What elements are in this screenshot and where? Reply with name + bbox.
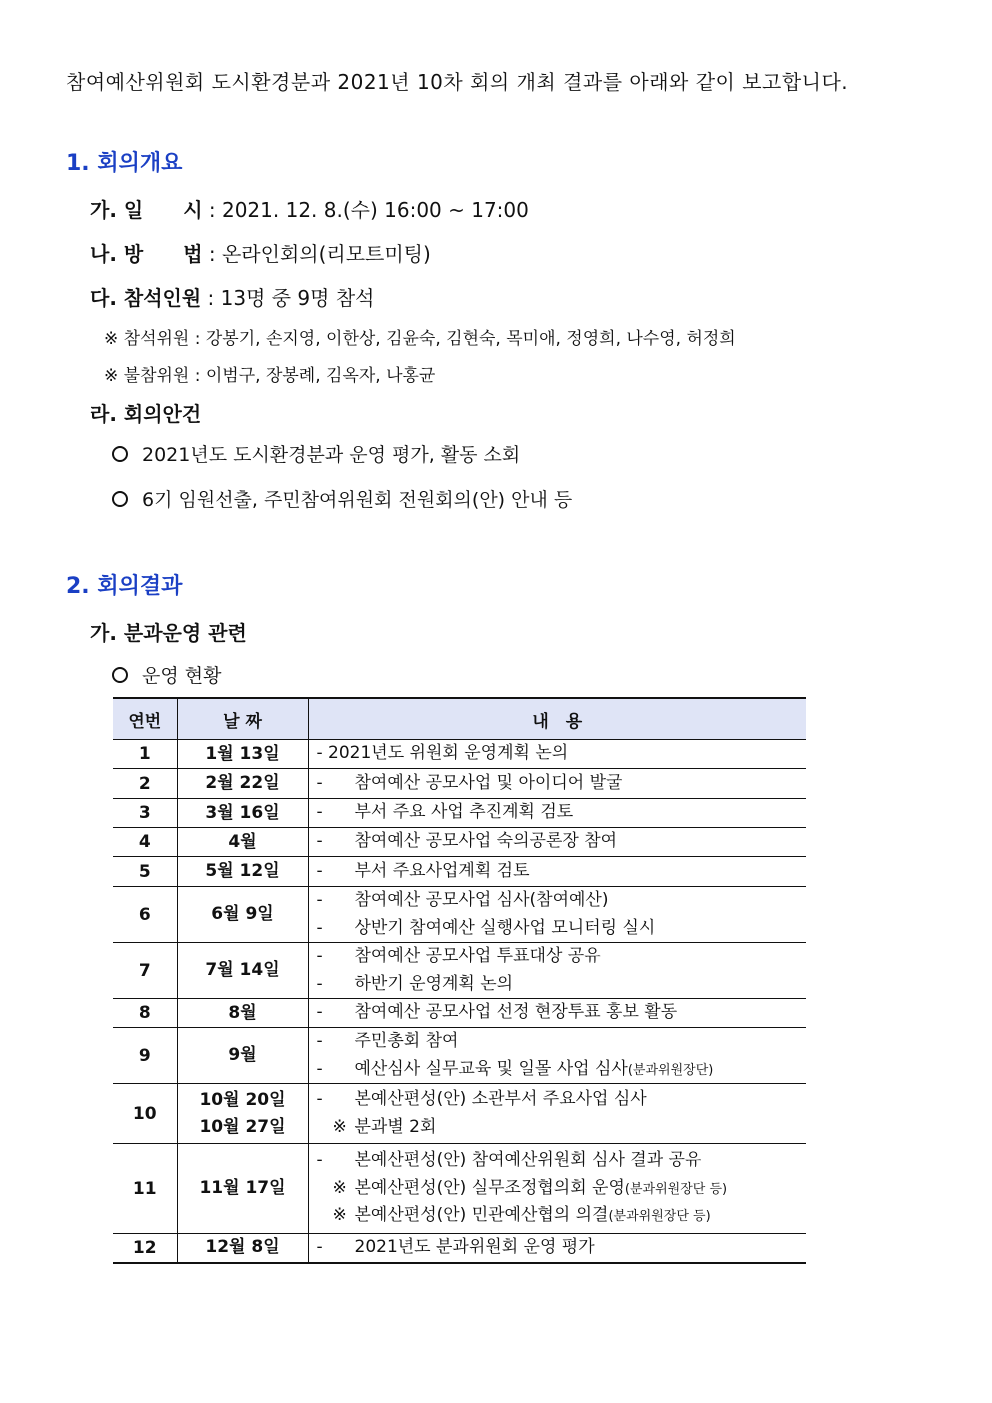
content-line <box>317 799 807 827</box>
row-number: 4 <box>113 828 177 857</box>
date-text: 10월 20일 <box>199 1089 286 1110</box>
row-number: 3 <box>113 799 177 828</box>
content-line <box>317 887 807 915</box>
row-number: 10 <box>113 1084 177 1144</box>
content-suffix: (분과위원장단 등) <box>624 1181 728 1197</box>
row-content <box>308 887 806 943</box>
content-line <box>317 943 807 971</box>
date-text: 8월 <box>228 1002 257 1023</box>
table-row <box>113 943 806 999</box>
reference-mark: ※ <box>332 1116 347 1137</box>
dash-mark: - <box>316 802 323 823</box>
circle-bullet-icon <box>112 667 128 683</box>
dash-mark: - <box>316 772 323 793</box>
content-line <box>317 1175 807 1203</box>
label: 가. 일 시 <box>90 198 203 222</box>
content-line <box>317 828 807 856</box>
content-text: 참여예산 공모사업 투표대상 공유 <box>354 946 601 966</box>
content-text: 참여예산 공모사업 숙의공론장 참여 <box>354 831 618 852</box>
reference-mark: ※ <box>332 1177 347 1198</box>
dash-mark: - <box>316 1031 323 1051</box>
label: 다. 참석인원 <box>90 286 202 310</box>
content-text: 부서 주요 사업 추진계획 검토 <box>354 802 574 823</box>
dash-mark: - <box>316 973 323 994</box>
table-row <box>113 857 806 887</box>
status-bullet <box>112 661 221 688</box>
section2-title: 2. 회의결과 <box>66 574 183 599</box>
operations-table <box>113 697 806 1264</box>
row-content <box>308 943 806 999</box>
row-content <box>308 769 806 799</box>
content-line <box>317 1056 807 1084</box>
date-text: 1월 13일 <box>205 743 280 764</box>
row-content <box>308 999 806 1028</box>
row-content <box>308 828 806 857</box>
content-text: 2021년도 위원회 운영계획 논의 <box>328 743 569 764</box>
row-number: 8 <box>113 999 177 1028</box>
date-text: 7월 14일 <box>205 960 280 980</box>
content-text: 예산심사 실무교육 및 일몰 사업 심사 <box>354 1058 628 1079</box>
content-line <box>317 770 807 798</box>
date-text: 3월 16일 <box>205 802 280 823</box>
dash-mark: - <box>316 831 323 852</box>
table-row <box>113 1028 806 1084</box>
dash-mark: - <box>316 946 323 966</box>
date-text: 12월 8일 <box>205 1237 280 1258</box>
content-line <box>317 1086 807 1114</box>
dash-mark: - <box>316 890 323 910</box>
content-text: 본예산편성(안) 민관예산협의 의결 <box>354 1205 609 1226</box>
intro-text: 참여예산위원회 도시환경분과 2021년 10차 회의 개최 결과를 아래와 같이 보고합니다. <box>66 70 849 94</box>
content-text: 하반기 운영계획 논의 <box>354 973 514 994</box>
row-number: 11 <box>113 1144 177 1234</box>
date-text: 9월 <box>228 1045 257 1065</box>
content-text: 본예산편성(안) 실무조정협의회 운영 <box>354 1177 625 1198</box>
row-date <box>177 857 308 887</box>
agenda-text: 2021년도 도시환경분과 운영 평가, 활동 소회 <box>142 444 521 466</box>
row-number: 12 <box>113 1234 177 1263</box>
dash-mark: - <box>316 1002 323 1023</box>
header-content: 내 용 <box>308 698 806 740</box>
overview-date <box>90 194 529 223</box>
row-content <box>308 1084 806 1144</box>
content-line <box>317 1234 807 1262</box>
content-line <box>317 1028 807 1056</box>
row-content <box>308 1144 806 1234</box>
dash-mark: - <box>316 1237 323 1257</box>
date-text: 5월 12일 <box>205 861 280 881</box>
dash-mark: - <box>316 1058 323 1079</box>
row-date <box>177 943 308 999</box>
row-number: 5 <box>113 857 177 887</box>
content-text: 분과별 2회 <box>354 1116 437 1137</box>
row-number: 6 <box>113 887 177 943</box>
circle-bullet-icon <box>112 491 128 507</box>
content-line <box>317 1114 807 1142</box>
content-text: 본예산편성(안) 참여예산위원회 심사 결과 공유 <box>354 1150 702 1171</box>
table-row <box>113 1234 806 1263</box>
row-date <box>177 1234 308 1263</box>
table-row <box>113 1144 806 1234</box>
row-date <box>177 887 308 943</box>
overview-attendance <box>90 282 374 311</box>
dash-mark: - <box>316 1150 323 1171</box>
content-line <box>317 1147 807 1175</box>
content-line <box>317 740 807 768</box>
status-text: 운영 현황 <box>142 665 222 687</box>
date-text: 2월 22일 <box>205 773 280 793</box>
header-no: 연번 <box>113 698 177 740</box>
row-date <box>177 999 308 1028</box>
row-content <box>308 857 806 887</box>
row-number: 7 <box>113 943 177 999</box>
row-content <box>308 799 806 828</box>
table-row <box>113 887 806 943</box>
row-date <box>177 1028 308 1084</box>
content-text: 참여예산 공모사업 및 아이디어 발굴 <box>354 772 623 793</box>
row-content <box>308 1234 806 1263</box>
dash-mark: - <box>316 1089 323 1109</box>
table-header <box>113 698 806 740</box>
absentees-note: ※ 불참위원 : 이범구, 장봉례, 김옥자, 나홍균 <box>104 366 436 386</box>
row-date <box>177 769 308 799</box>
content-suffix: (분과위원장단 등) <box>608 1209 711 1225</box>
content-suffix: (분과위원장단) <box>627 1062 714 1078</box>
table-row <box>113 740 806 769</box>
value: : 13명 중 9명 참석 <box>201 286 375 310</box>
row-number: 1 <box>113 740 177 769</box>
row-date <box>177 740 308 769</box>
content-text: 부서 주요사업계획 검토 <box>354 860 530 881</box>
row-number: 2 <box>113 769 177 799</box>
content-line <box>317 971 807 999</box>
row-content <box>308 740 806 769</box>
row-number: 9 <box>113 1028 177 1084</box>
dash-mark: - <box>316 743 329 764</box>
table-row <box>113 1084 806 1144</box>
agenda-text: 6기 임원선출, 주민참여위원회 전원회의(안) 안내 등 <box>142 489 573 511</box>
content-line <box>317 915 807 943</box>
table-row <box>113 769 806 799</box>
date-text: 10월 27일 <box>199 1116 286 1137</box>
attendees-note: ※ 참석위원 : 강봉기, 손지영, 이한상, 김윤숙, 김현숙, 목미애, 정영희, 나수영, 허정희 <box>104 329 736 349</box>
value: : 2021. 12. 8.(수) 16:00 ~ 17:00 <box>202 198 529 222</box>
table-row <box>113 828 806 857</box>
agenda-item <box>112 485 572 512</box>
overview-method <box>90 238 431 267</box>
row-content <box>308 1028 806 1084</box>
header-date: 날 짜 <box>177 698 308 740</box>
circle-bullet-icon <box>112 446 128 462</box>
date-text: 11월 17일 <box>199 1178 286 1198</box>
dash-mark: - <box>316 917 323 938</box>
value: : 온라인회의(리모트미팅) <box>202 242 431 266</box>
table-row <box>113 799 806 828</box>
row-date <box>177 1084 308 1144</box>
content-text: 참여예산 공모사업 선정 현장투표 홍보 활동 <box>354 1002 678 1023</box>
content-text: 2021년도 분과위원회 운영 평가 <box>354 1237 595 1257</box>
row-date <box>177 828 308 857</box>
agenda-label: 라. 회의안건 <box>90 402 202 426</box>
label: 나. 방 법 <box>90 242 203 266</box>
row-date <box>177 1144 308 1234</box>
agenda-item <box>112 440 520 467</box>
content-text: 상반기 참여예산 실행사업 모니터링 실시 <box>354 917 656 938</box>
content-line <box>317 858 807 886</box>
content-line <box>317 1202 807 1230</box>
section1-title: 1. 회의개요 <box>66 151 183 176</box>
content-line <box>317 999 807 1027</box>
date-text: 4월 <box>228 831 257 852</box>
reference-mark: ※ <box>332 1205 347 1226</box>
date-text: 6월 9일 <box>211 904 274 924</box>
content-text: 본예산편성(안) 소관부서 주요사업 심사 <box>354 1089 647 1109</box>
section2-sub: 가. 분과운영 관련 <box>90 621 247 645</box>
content-text: 참여예산 공모사업 심사(참여예산) <box>354 890 609 910</box>
row-date <box>177 799 308 828</box>
content-text: 주민총회 참여 <box>354 1031 459 1051</box>
dash-mark: - <box>316 860 323 881</box>
table-row <box>113 999 806 1028</box>
